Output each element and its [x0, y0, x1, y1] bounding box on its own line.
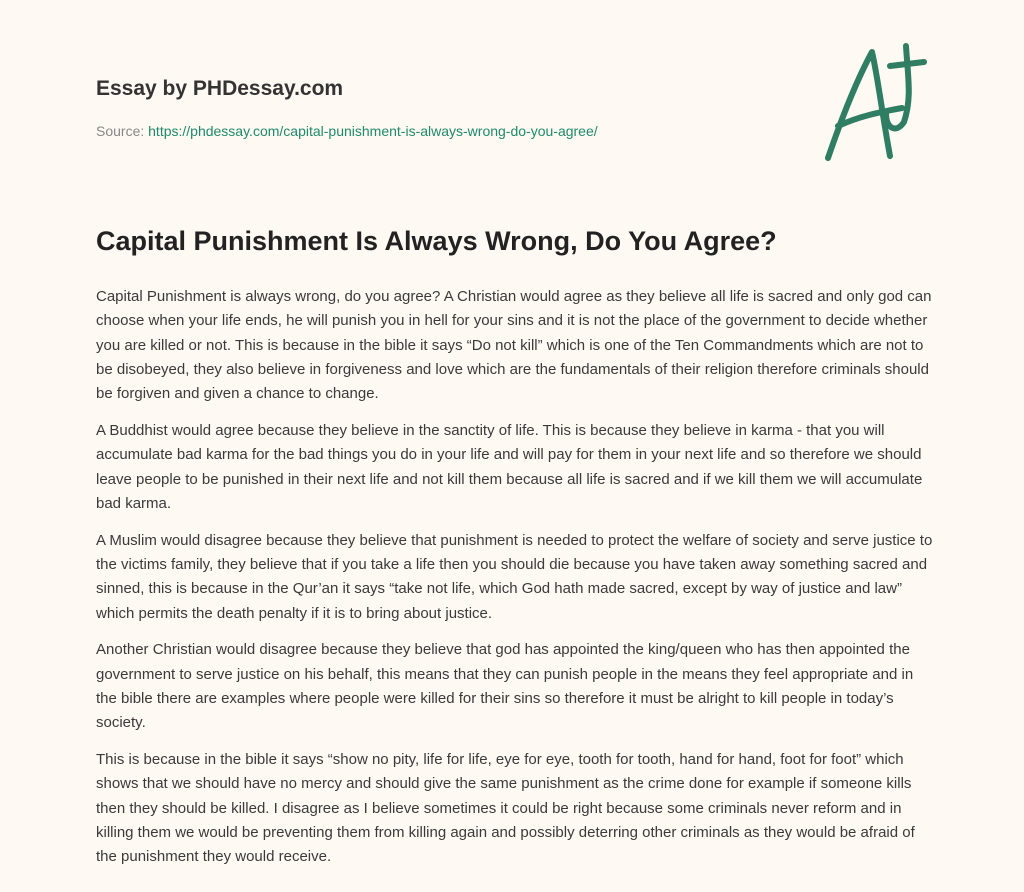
paragraph: Capital Punishment is always wrong, do you agree? A Christian would agree as they believe all life is sacred and only god can choose when your life ends, he will punish you in hell for your sins and it is not the place of the government to decide whether you are killed or not. This is because in the bible it says “Do not kill” which is one of the Ten Commandments which are not to be disobeyed, they also believe in forgiveness and love which are the fundamentals of their religion therefore criminals should be forgiven and given a chance to change.: [96, 288, 932, 403]
page-header: [0, 0, 1024, 200]
paragraph: This is because in the bible it says “show no pity, life for life, eye for eye, tooth for tooth, hand for hand, foot for foot” which shows that we should have no mercy and should give the same punishment as the crime done for example if someone kills then they should be killed. I disagree as I believe sometimes it could be right because some criminals never reform and in killing them we would be preventing them from killing again and possibly deterring other criminals as they would be afraid of the punishment they would receive.: [96, 751, 915, 866]
source-link[interactable]: https://phdessay.com/capital-punishment-is-always-wrong-do-you-agree/: [148, 123, 598, 139]
source-line: [96, 123, 598, 139]
paragraph: Another Christian would disagree because they believe that god has appointed the king/queen who has then appointed the government to serve justice on his behalf, this means that they can punish people in the means they feel appropriate and in the bible there are examples where people were killed for their sins so therefore it must be alright to kill people in today’s society.: [96, 641, 914, 732]
paragraph: A Muslim would disagree because they believe that punishment is needed to protect the welfare of society and serve justice to the victims family, they believe that if you take a life then you should die because you have taken away something sacred and sinned, this is because in the Qur’an it says “take not life, which God hath made sacred, except by way of justice and law” which permits the death penalty if it is to bring about justice.: [96, 531, 933, 622]
paragraph: A Buddhist would agree because they believe in the sanctity of life. This is because they believe in karma - that you will accumulate bad karma for the bad things you do in your life and will pay for them in your next life and so therefore we should leave people to be punished in their next life and not kill them because all life is sacred and if we kill them we will accumulate bad karma.: [96, 421, 923, 512]
site-brand: Essay by PHDessay.com: [96, 77, 344, 100]
a-plus-logo-icon: [820, 38, 930, 168]
essay-body: [96, 285, 934, 882]
source-label: Source:: [96, 123, 145, 139]
page-title: Capital Punishment Is Always Wrong, Do You Agree?: [96, 226, 777, 256]
